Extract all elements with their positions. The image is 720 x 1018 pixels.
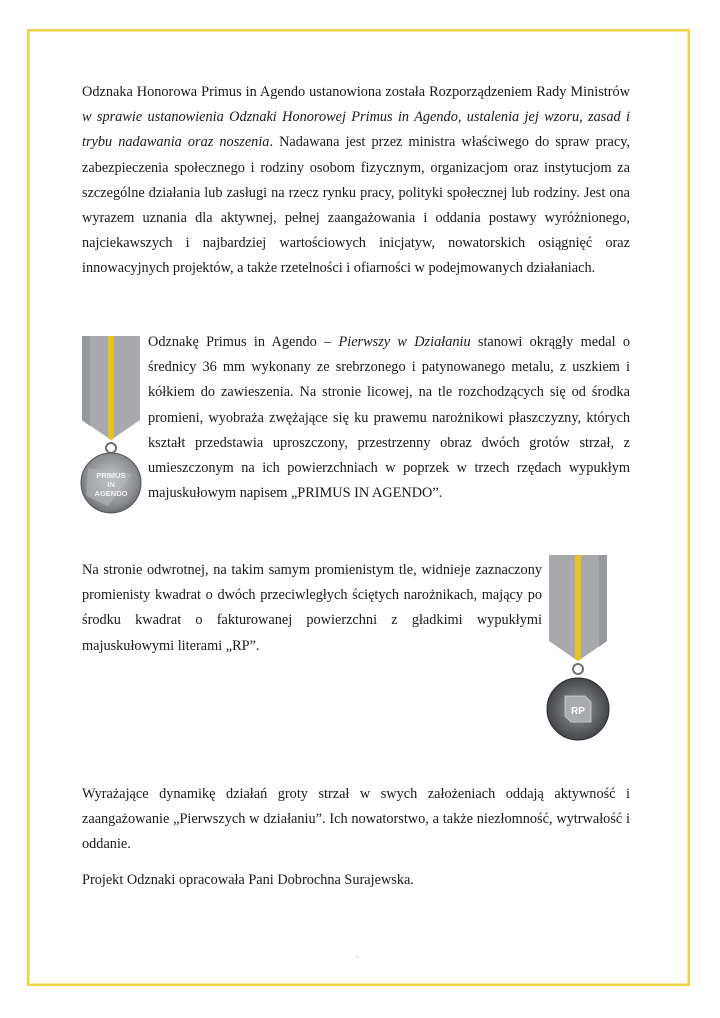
page-speck: [356, 956, 358, 958]
intro-text-1: Odznaka Honorowa Primus in Agendo ustanowiona została Rozporządzeniem Rady Ministrów: [82, 84, 630, 100]
front-motto: Pierwszy w Działaniu: [338, 334, 471, 350]
paragraph-meaning: Wyrażające dynamikę działań groty strzał w swych założeniach oddają aktywność i zaangażowanie „Pierwszych w działaniu”. Ich nowatorstwo, a także niezłomność, wytrwałość i oddanie.: [82, 786, 630, 853]
paragraph-description-back: Na stronie odwrotnej, na takim samym promienistym tle, widnieje zaznaczony promienisty kwadrat o dwóch przeciwległych ściętych narożnikach, mający po środku kwadrat o fakturowanej powierzchni z gładkimi wypukłymi majuskułowymi literami „RP”.: [82, 562, 542, 654]
front-text-1: Odznakę Primus in Agendo –: [148, 334, 339, 350]
ribbon-stripe: [575, 555, 581, 661]
medal-inscription-1: PRIMUS: [96, 471, 126, 480]
front-text-2: stanowi okrągły medal o średnicy 36 mm wykonany ze srebrzonego i patynowanego metalu, z uszkiem i kółkiem do zawieszenia. Na stronie licowej, na tle rozchodzących się od środka promieni, wyobraża zwężające się ku prawemu narożnikowi płaszczyzny, których kształt przedstawia uproszczony, przestrzenny obraz dwóch grotów strzał, z umieszczonym na ich powierzchniach w poprzek w trzech rzędach wypukłym majuskułowym napisem „PRIMUS IN AGENDO”.: [148, 334, 630, 502]
medal-back-image: [545, 555, 611, 745]
medal-letters: RP: [571, 706, 585, 717]
medal-front-image: [78, 336, 144, 516]
suspension-ring: [106, 443, 116, 453]
intro-regulation-title: w sprawie ustanowienia Odznaki Honorowej Primus in Agendo, ustalenia jej wzoru, zasad i trybu nadawania oraz noszenia: [82, 109, 630, 151]
suspension-ring: [573, 664, 583, 674]
ribbon-shadow: [82, 336, 90, 426]
medal-inscription-2: IN: [107, 480, 115, 489]
paragraph-description-front: [148, 330, 630, 506]
medal-inscription-3: AGENDO: [94, 489, 128, 498]
paragraph-intro: [82, 80, 630, 282]
paragraph-author: Projekt Odznaki opracowała Pani Dobrochna Surajewska.: [82, 872, 414, 888]
intro-text-2: . Nadawana jest przez ministra właściwego do spraw pracy, zabezpieczenia społecznego i rodziny osobom fizycznym, organizacjom oraz instytucjom za szczególne działania lub zasługi na rzecz rynku pracy, polityki społecznej lub rodziny. Jest ona wyrazem uznania dla aktywnej, pełnej zaangażowania i oddania postawy wyróżnionego, najciekawszych i najbardziej wartościowych inicjatyw, nowatorskich osiągnięć oraz innowacyjnych projektów, a także rzetelności i ofiarności w podejmowanych działaniach.: [82, 134, 630, 277]
ribbon-shadow: [599, 555, 607, 647]
